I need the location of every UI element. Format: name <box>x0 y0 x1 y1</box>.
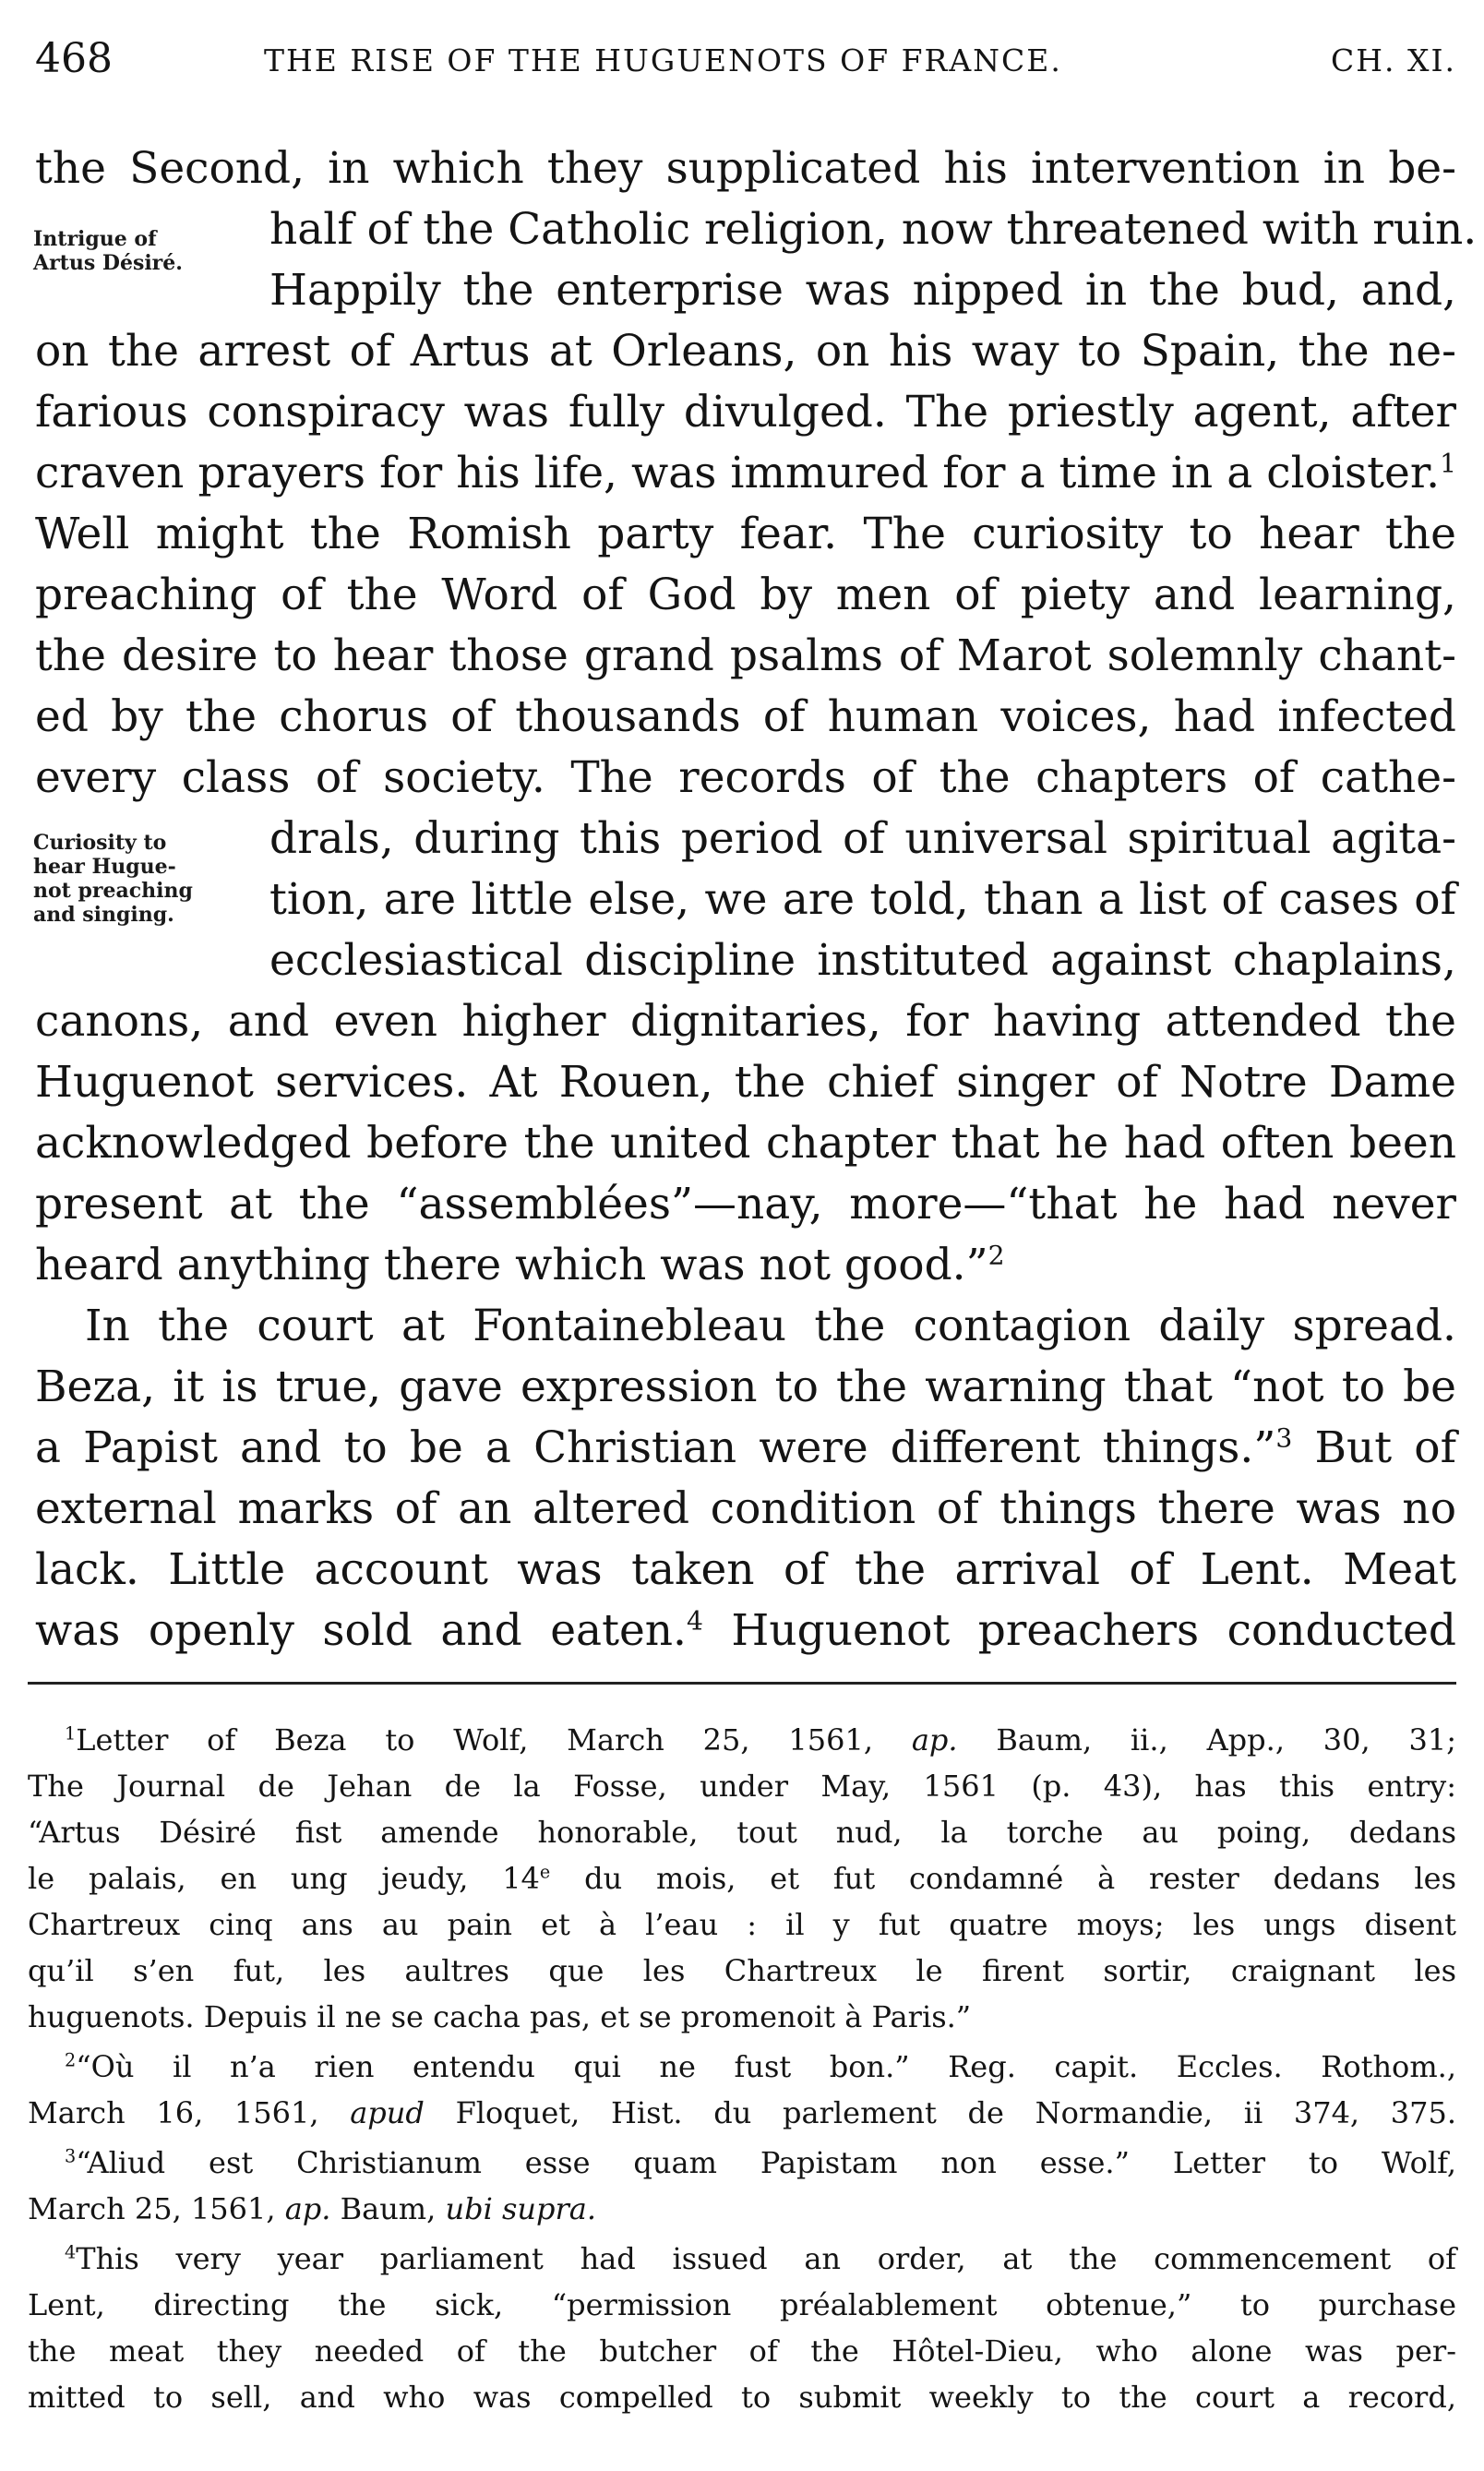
footnote-1-line: “Artus Désiré fist amende honorable, tout nud, la torche au poing, dedans <box>28 1815 1456 1850</box>
text-run: But of <box>1314 1422 1456 1473</box>
text-run: ap. <box>911 1722 958 1757</box>
margin-note-line: Curiosity to <box>33 831 167 855</box>
footnote-1-line: huguenots. Depuis il ne se cacha pas, et se promenoit à Paris.” <box>28 1999 972 2034</box>
margin-note-intrigue <box>33 227 183 275</box>
text-run: a Papist and to be a Christian were different things.” <box>35 1422 1276 1473</box>
text-line: In the court at Fontainebleau the contagion daily spread. <box>85 1301 1456 1351</box>
text-line: Beza, it is true, gave expression to the warning that “not to be <box>35 1361 1456 1412</box>
text-line: canons, and even higher dignitaries, for having attended the <box>35 996 1456 1047</box>
text-line: acknowledged before the united chapter that he had often been <box>35 1118 1456 1169</box>
text-run: ap. <box>284 2191 331 2226</box>
text-run: “Aliud est Christianum esse quam Papistam non esse.” Letter to Wolf, <box>76 2145 1456 2180</box>
footnote-ref-4[interactable]: 4 <box>686 1605 703 1637</box>
footnote-2-line <box>28 2090 1456 2136</box>
text-line: every class of society. The records of the chapters of cathe- <box>35 752 1456 803</box>
text-line: ed by the chorus of thousands of human voices, had infected <box>35 691 1456 742</box>
margin-note-line: not preaching <box>33 879 193 903</box>
footnote-3-line <box>28 2186 1456 2232</box>
text-run: Baum, ii., App., 30, 31; <box>996 1722 1457 1757</box>
text-run: was openly sold and eaten. <box>35 1605 687 1656</box>
footnote-2-line <box>65 2044 1456 2090</box>
text-line <box>35 1235 1456 1296</box>
footnote-ref-1[interactable]: 1 <box>1440 448 1456 479</box>
footnote-1-line: The Journal de Jehan de la Fosse, under May, 1561 (p. 43), has this entry: <box>28 1769 1456 1804</box>
text-line: present at the “assemblées”—nay, more—“that he had never <box>35 1179 1456 1230</box>
text-line <box>35 1601 1456 1661</box>
text-line: on the arrest of Artus at Orleans, on his way to Spain, the ne- <box>35 326 1456 377</box>
text-run: e <box>539 1861 551 1883</box>
footnote-3-line <box>65 2140 1456 2186</box>
text-line: Happily the enterprise was nipped in the bud, and, <box>269 265 1456 316</box>
text-line: tion, are little else, we are told, than a list of cases of <box>269 874 1456 925</box>
text-run: March 25, 1561, <box>28 2191 276 2226</box>
text-run: Huguenot preachers conducted <box>731 1605 1456 1656</box>
text-run: heard anything there which was not good.” <box>35 1240 988 1290</box>
footnote-ref-2[interactable]: 2 <box>987 1240 1005 1271</box>
text-line <box>35 1418 1456 1479</box>
chapter-label: CH. XI. <box>1330 42 1456 78</box>
text-line: lack. Little account was taken of the arrival of Lent. Meat <box>35 1544 1456 1595</box>
text-line: preaching of the Word of God by men of piety and learning, <box>35 570 1456 620</box>
text-line <box>35 443 1456 504</box>
text-run: le palais, en ung jeudy, 14 <box>28 1861 540 1896</box>
text-line: external marks of an altered condition of things there was no <box>35 1483 1456 1534</box>
running-title: THE RISE OF THE HUGUENOTS OF FRANCE. <box>264 42 1062 78</box>
text-line: Well might the Romish party fear. The curiosity to hear the <box>35 509 1456 559</box>
footnote-4-line: the meat they needed of the butcher of the Hôtel-Dieu, who alone was per- <box>28 2333 1456 2369</box>
text-line: farious conspiracy was fully divulged. The priestly agent, after <box>35 387 1456 438</box>
text-line: ecclesiastical discipline instituted against chaplains, <box>269 935 1456 986</box>
text-run: Floquet, Hist. du parlement de Normandie, ii 374, 375. <box>455 2095 1457 2130</box>
footnote-1-line: Chartreux cinq ans au pain et à l’eau : il y fut quatre moys; les ungs disent <box>28 1907 1456 1942</box>
text-line: Huguenot services. At Rouen, the chief singer of Notre Dame <box>35 1057 1456 1108</box>
margin-note-line: Artus Désiré. <box>33 251 183 275</box>
text-run: March 16, 1561, <box>28 2095 319 2130</box>
text-line: half of the Catholic religion, now threatened with ruin. <box>269 204 1478 255</box>
footnote-1-line: qu’il s’en fut, les aultres que les Chartreux le firent sortir, craignant les <box>28 1953 1456 1988</box>
text-run: Letter of Beza to Wolf, March 25, 1561, <box>76 1722 873 1757</box>
margin-note-line: hear Hugue- <box>33 855 176 879</box>
footnote-4-line <box>65 2236 1456 2282</box>
running-head <box>28 35 1456 90</box>
margin-note-line: Intrigue of <box>33 227 157 251</box>
text-run: Baum, <box>340 2191 437 2226</box>
footnote-mark: 4 <box>65 2241 77 2263</box>
margin-note-line: and singing. <box>33 903 174 927</box>
text-run: apud <box>350 2095 425 2130</box>
text-line: drals, during this period of universal spiritual agita- <box>269 813 1456 864</box>
text-line: the Second, in which they supplicated his intervention in be- <box>35 143 1456 194</box>
page-number: 468 <box>35 35 113 82</box>
footnote-1-line <box>65 1717 1456 1763</box>
footnote-mark: 1 <box>65 1722 77 1745</box>
text-line: the desire to hear those grand psalms of Marot solemnly chant- <box>35 630 1456 681</box>
footnote-1-line <box>28 1855 1456 1901</box>
text-run: craven prayers for his life, was immured for a time in a cloister. <box>35 448 1441 498</box>
text-run: ubi supra. <box>445 2191 597 2226</box>
text-run: du mois, et fut condamné à rester dedans les <box>550 1861 1457 1896</box>
footnote-mark: 2 <box>65 2049 77 2071</box>
text-run: This very year parliament had issued an order, at the commencement of <box>76 2241 1456 2276</box>
footnote-mark: 3 <box>65 2145 77 2167</box>
text-run: “Où il n’a rien entendu qui ne fust bon.” Reg. capit. Eccles. Rothom., <box>76 2049 1456 2084</box>
footnote-4-line: mitted to sell, and who was compelled to submit weekly to the court a record, <box>28 2380 1456 2415</box>
footnote-divider <box>28 1682 1456 1685</box>
margin-note-curiosity <box>33 831 193 927</box>
footnote-ref-3[interactable]: 3 <box>1275 1422 1293 1454</box>
footnote-4-line: Lent, directing the sick, “permission préalablement obtenue,” to purchase <box>28 2287 1456 2322</box>
